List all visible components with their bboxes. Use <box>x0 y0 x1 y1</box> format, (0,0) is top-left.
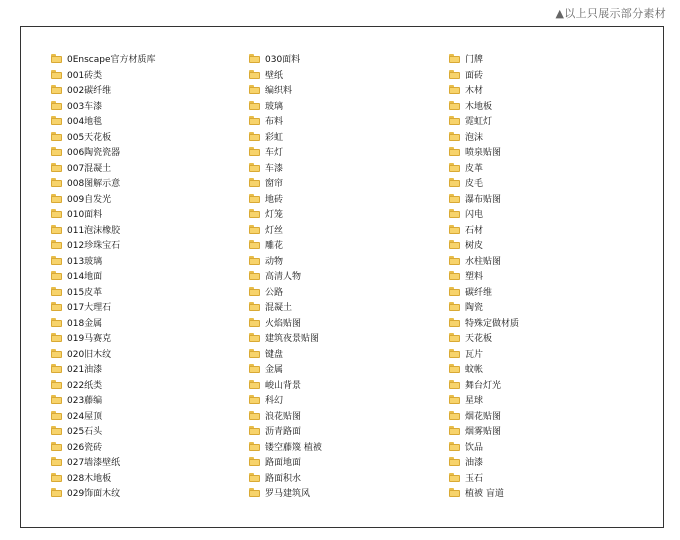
folder-icon <box>249 442 260 451</box>
folder-icon <box>51 271 62 280</box>
folder-icon <box>51 457 62 466</box>
folder-icon <box>449 256 460 265</box>
folder-item[interactable] <box>449 470 519 486</box>
folder-label: 015皮革 <box>67 287 103 298</box>
folder-icon <box>449 178 460 187</box>
folder-icon <box>51 178 62 187</box>
folder-label: 混凝土 <box>265 303 293 314</box>
folder-label: 浪花贴图 <box>265 411 302 422</box>
folder-item[interactable] <box>51 439 156 455</box>
folder-icon <box>249 349 260 358</box>
folder-icon <box>449 54 460 63</box>
folder-icon <box>51 395 62 404</box>
folder-item[interactable] <box>51 315 156 331</box>
folder-icon <box>51 256 62 265</box>
folder-item[interactable] <box>249 67 322 83</box>
folder-icon <box>249 116 260 125</box>
folder-icon <box>51 225 62 234</box>
folder-item[interactable] <box>449 67 519 83</box>
folder-item[interactable] <box>51 392 156 408</box>
folder-label: 舞台灯光 <box>465 380 502 391</box>
folder-item[interactable] <box>249 346 322 362</box>
folder-label: 006陶瓷瓷器 <box>67 148 121 159</box>
folder-item[interactable] <box>249 423 322 439</box>
folder-column-2 <box>249 51 322 501</box>
folder-item[interactable] <box>449 268 519 284</box>
folder-label: 金属 <box>265 365 284 376</box>
folder-item[interactable] <box>449 144 519 160</box>
folder-label: 皮革 <box>465 163 484 174</box>
folder-icon <box>249 473 260 482</box>
folder-icon <box>249 287 260 296</box>
folder-item[interactable] <box>51 361 156 377</box>
folder-label: 天花板 <box>465 334 493 345</box>
folder-item[interactable] <box>449 284 519 300</box>
folder-icon <box>249 488 260 497</box>
folder-item[interactable] <box>51 299 156 315</box>
folder-item[interactable] <box>449 253 519 269</box>
folder-column-3 <box>449 51 519 501</box>
folder-item[interactable] <box>249 129 322 145</box>
folder-icon <box>51 163 62 172</box>
folder-label: 罗马建筑风 <box>265 489 311 500</box>
folder-item[interactable] <box>449 98 519 114</box>
folder-icon <box>449 194 460 203</box>
folder-item[interactable] <box>51 175 156 191</box>
folder-icon <box>51 426 62 435</box>
folder-icon <box>249 302 260 311</box>
folder-icon <box>249 333 260 342</box>
folder-icon <box>449 225 460 234</box>
folder-icon <box>249 178 260 187</box>
folder-panel <box>20 26 664 528</box>
folder-label: 烟雾贴图 <box>465 427 502 438</box>
folder-label: 编织料 <box>265 86 293 97</box>
folder-label: 建筑夜景贴图 <box>265 334 320 345</box>
folder-item[interactable] <box>449 485 519 501</box>
folder-icon <box>249 271 260 280</box>
folder-icon <box>449 116 460 125</box>
folder-icon <box>449 287 460 296</box>
folder-label: 玉石 <box>465 473 484 484</box>
folder-item[interactable] <box>51 485 156 501</box>
folder-icon <box>249 147 260 156</box>
folder-icon <box>51 209 62 218</box>
folder-label: 雕花 <box>265 241 284 252</box>
folder-label: 玻璃 <box>265 101 284 112</box>
folder-item[interactable] <box>249 253 322 269</box>
folder-label: 021油漆 <box>67 365 103 376</box>
folder-item[interactable] <box>449 237 519 253</box>
folder-label: 030面料 <box>265 55 301 66</box>
folder-item[interactable] <box>249 191 322 207</box>
folder-icon <box>449 488 460 497</box>
folder-icon <box>249 85 260 94</box>
folder-label: 029饰面木纹 <box>67 489 121 500</box>
folder-label: 010面料 <box>67 210 103 221</box>
folder-item[interactable] <box>449 408 519 424</box>
folder-label: 028木地板 <box>67 473 112 484</box>
folder-item[interactable] <box>249 206 322 222</box>
folder-icon <box>51 349 62 358</box>
folder-item[interactable] <box>51 470 156 486</box>
folder-item[interactable] <box>51 160 156 176</box>
folder-item[interactable] <box>249 113 322 129</box>
folder-icon <box>449 209 460 218</box>
folder-label: 星球 <box>465 396 484 407</box>
folder-item[interactable] <box>51 98 156 114</box>
folder-item[interactable] <box>249 361 322 377</box>
folder-icon <box>249 457 260 466</box>
folder-label: 公路 <box>265 287 284 298</box>
folder-icon <box>249 364 260 373</box>
folder-item[interactable] <box>249 392 322 408</box>
folder-label: 001砖类 <box>67 70 103 81</box>
folder-label: 布料 <box>265 117 284 128</box>
folder-icon <box>51 70 62 79</box>
folder-item[interactable] <box>449 222 519 238</box>
folder-label: 002碳纤维 <box>67 86 112 97</box>
folder-item[interactable] <box>51 113 156 129</box>
folder-label: 喷泉贴图 <box>465 148 502 159</box>
folder-label: 树皮 <box>465 241 484 252</box>
folder-item[interactable] <box>249 377 322 393</box>
folder-icon <box>51 318 62 327</box>
folder-item[interactable] <box>249 408 322 424</box>
folder-label: 门牌 <box>465 55 484 66</box>
folder-item[interactable] <box>249 82 322 98</box>
folder-label: 地砖 <box>265 194 284 205</box>
folder-label: 018金属 <box>67 318 103 329</box>
folder-label: 瀑布贴图 <box>465 194 502 205</box>
folder-label: 003车漆 <box>67 101 103 112</box>
folder-label: 灯笼 <box>265 210 284 221</box>
folder-label: 沥青路面 <box>265 427 302 438</box>
folder-item[interactable] <box>449 439 519 455</box>
folder-icon <box>51 194 62 203</box>
folder-icon <box>249 380 260 389</box>
folder-item[interactable] <box>51 268 156 284</box>
folder-label: 022纸类 <box>67 380 103 391</box>
folder-label: 005天花板 <box>67 132 112 143</box>
folder-icon <box>249 240 260 249</box>
folder-label: 火焰贴图 <box>265 318 302 329</box>
folder-label: 泡沫 <box>465 132 484 143</box>
folder-item[interactable] <box>449 82 519 98</box>
folder-label: 面砖 <box>465 70 484 81</box>
folder-label: 皮毛 <box>465 179 484 190</box>
folder-item[interactable] <box>249 454 322 470</box>
folder-column-1 <box>51 51 156 501</box>
folder-item[interactable] <box>449 454 519 470</box>
folder-item[interactable] <box>449 51 519 67</box>
folder-label: 油漆 <box>465 458 484 469</box>
folder-item[interactable] <box>449 346 519 362</box>
folder-label: 科幻 <box>265 396 284 407</box>
folder-icon <box>249 163 260 172</box>
folder-label: 键盘 <box>265 349 284 360</box>
folder-item[interactable] <box>249 175 322 191</box>
folder-icon <box>449 473 460 482</box>
folder-label: 壁纸 <box>265 70 284 81</box>
folder-label: 闪电 <box>465 210 484 221</box>
folder-icon <box>51 287 62 296</box>
folder-label: 灯丝 <box>265 225 284 236</box>
folder-item[interactable] <box>249 160 322 176</box>
folder-label: 0Enscape官方材质库 <box>67 55 156 66</box>
folder-icon <box>449 147 460 156</box>
folder-label: 019马赛克 <box>67 334 112 345</box>
folder-icon <box>449 101 460 110</box>
folder-label: 蚊帐 <box>465 365 484 376</box>
note-text: ▲以上只展示部分素材 <box>555 7 666 20</box>
folder-label: 013玻璃 <box>67 256 103 267</box>
folder-icon <box>249 426 260 435</box>
folder-icon <box>51 333 62 342</box>
folder-item[interactable] <box>51 206 156 222</box>
folder-label: 025石头 <box>67 427 103 438</box>
folder-icon <box>249 318 260 327</box>
folder-icon <box>51 116 62 125</box>
folder-item[interactable] <box>51 377 156 393</box>
folder-label: 植被 盲道 <box>465 489 504 500</box>
folder-icon <box>449 271 460 280</box>
folder-item[interactable] <box>51 82 156 98</box>
folder-item[interactable] <box>449 361 519 377</box>
folder-icon <box>51 54 62 63</box>
folder-label: 车漆 <box>265 163 284 174</box>
folder-label: 木材 <box>465 86 484 97</box>
folder-icon <box>51 473 62 482</box>
folder-item[interactable] <box>51 454 156 470</box>
folder-icon <box>51 411 62 420</box>
folder-item[interactable] <box>249 237 322 253</box>
folder-icon <box>51 85 62 94</box>
folder-item[interactable] <box>449 299 519 315</box>
folder-label: 动物 <box>265 256 284 267</box>
folder-item[interactable] <box>449 160 519 176</box>
folder-label: 车灯 <box>265 148 284 159</box>
folder-label: 011泡沫橡胶 <box>67 225 121 236</box>
folder-label: 008图解示意 <box>67 179 121 190</box>
folder-icon <box>51 442 62 451</box>
folder-label: 烟花贴图 <box>465 411 502 422</box>
folder-item[interactable] <box>51 408 156 424</box>
folder-item[interactable] <box>449 330 519 346</box>
folder-item[interactable] <box>249 330 322 346</box>
folder-label: 017大理石 <box>67 303 112 314</box>
folder-item[interactable] <box>249 268 322 284</box>
folder-icon <box>249 54 260 63</box>
folder-label: 饮品 <box>465 442 484 453</box>
folder-item[interactable] <box>51 222 156 238</box>
folder-icon <box>449 349 460 358</box>
folder-item[interactable] <box>51 253 156 269</box>
folder-icon <box>51 380 62 389</box>
folder-icon <box>449 240 460 249</box>
folder-icon <box>51 147 62 156</box>
folder-icon <box>449 364 460 373</box>
folder-icon <box>449 395 460 404</box>
folder-icon <box>249 256 260 265</box>
folder-item[interactable] <box>249 299 322 315</box>
folder-label: 彩虹 <box>265 132 284 143</box>
folder-item[interactable] <box>449 191 519 207</box>
folder-label: 镂空藤篾 植被 <box>265 442 322 453</box>
folder-label: 高清人物 <box>265 272 302 283</box>
folder-item[interactable] <box>449 315 519 331</box>
folder-icon <box>449 457 460 466</box>
folder-item[interactable] <box>51 51 156 67</box>
folder-icon <box>449 132 460 141</box>
folder-label: 瓦片 <box>465 349 484 360</box>
folder-item[interactable] <box>249 284 322 300</box>
folder-icon <box>51 101 62 110</box>
folder-icon <box>249 101 260 110</box>
folder-item[interactable] <box>449 377 519 393</box>
folder-icon <box>449 85 460 94</box>
folder-label: 026瓷砖 <box>67 442 103 453</box>
folder-icon <box>249 132 260 141</box>
folder-item[interactable] <box>449 113 519 129</box>
folder-icon <box>51 302 62 311</box>
folder-item[interactable] <box>449 129 519 145</box>
folder-item[interactable] <box>449 423 519 439</box>
folder-item[interactable] <box>51 237 156 253</box>
folder-icon <box>51 132 62 141</box>
folder-icon <box>449 442 460 451</box>
folder-item[interactable] <box>449 206 519 222</box>
folder-item[interactable] <box>51 284 156 300</box>
folder-item[interactable] <box>249 485 322 501</box>
folder-item[interactable] <box>249 144 322 160</box>
folder-item[interactable] <box>249 222 322 238</box>
folder-label: 007混凝土 <box>67 163 112 174</box>
folder-icon <box>249 225 260 234</box>
folder-icon <box>449 302 460 311</box>
folder-item[interactable] <box>51 67 156 83</box>
folder-label: 碳纤维 <box>465 287 493 298</box>
folder-icon <box>449 333 460 342</box>
folder-icon <box>249 411 260 420</box>
folder-label: 霓虹灯 <box>465 117 493 128</box>
folder-label: 020旧木纹 <box>67 349 112 360</box>
folder-label: 峻山背景 <box>265 380 302 391</box>
folder-item[interactable] <box>249 315 322 331</box>
folder-label: 特殊定做材质 <box>465 318 520 329</box>
folder-icon <box>449 163 460 172</box>
folder-icon <box>51 364 62 373</box>
folder-label: 路面地面 <box>265 458 302 469</box>
folder-item[interactable] <box>51 191 156 207</box>
folder-label: 027墙漆壁纸 <box>67 458 121 469</box>
folder-item[interactable] <box>51 144 156 160</box>
folder-item[interactable] <box>51 129 156 145</box>
folder-label: 陶瓷 <box>465 303 484 314</box>
folder-item[interactable] <box>51 423 156 439</box>
folder-icon <box>249 209 260 218</box>
folder-item[interactable] <box>51 330 156 346</box>
folder-label: 014地面 <box>67 272 103 283</box>
folder-item[interactable] <box>449 392 519 408</box>
folder-label: 路面积水 <box>265 473 302 484</box>
folder-label: 石材 <box>465 225 484 236</box>
folder-item[interactable] <box>249 470 322 486</box>
folder-icon <box>51 240 62 249</box>
folder-icon <box>51 488 62 497</box>
folder-label: 023藤编 <box>67 396 103 407</box>
folder-item[interactable] <box>249 439 322 455</box>
folder-label: 水柱贴图 <box>465 256 502 267</box>
folder-label: 009自发光 <box>67 194 112 205</box>
folder-label: 024屋顶 <box>67 411 103 422</box>
folder-icon <box>449 318 460 327</box>
folder-icon <box>249 395 260 404</box>
folder-label: 004地毯 <box>67 117 103 128</box>
folder-item[interactable] <box>51 346 156 362</box>
folder-item[interactable] <box>249 98 322 114</box>
folder-icon <box>249 70 260 79</box>
folder-icon <box>449 411 460 420</box>
folder-icon <box>449 380 460 389</box>
folder-label: 木地板 <box>465 101 493 112</box>
folder-icon <box>449 426 460 435</box>
folder-item[interactable] <box>249 51 322 67</box>
folder-label: 012珍珠宝石 <box>67 241 121 252</box>
folder-item[interactable] <box>449 175 519 191</box>
folder-icon <box>249 194 260 203</box>
folder-label: 窗帘 <box>265 179 284 190</box>
folder-icon <box>449 70 460 79</box>
folder-label: 塑料 <box>465 272 484 283</box>
